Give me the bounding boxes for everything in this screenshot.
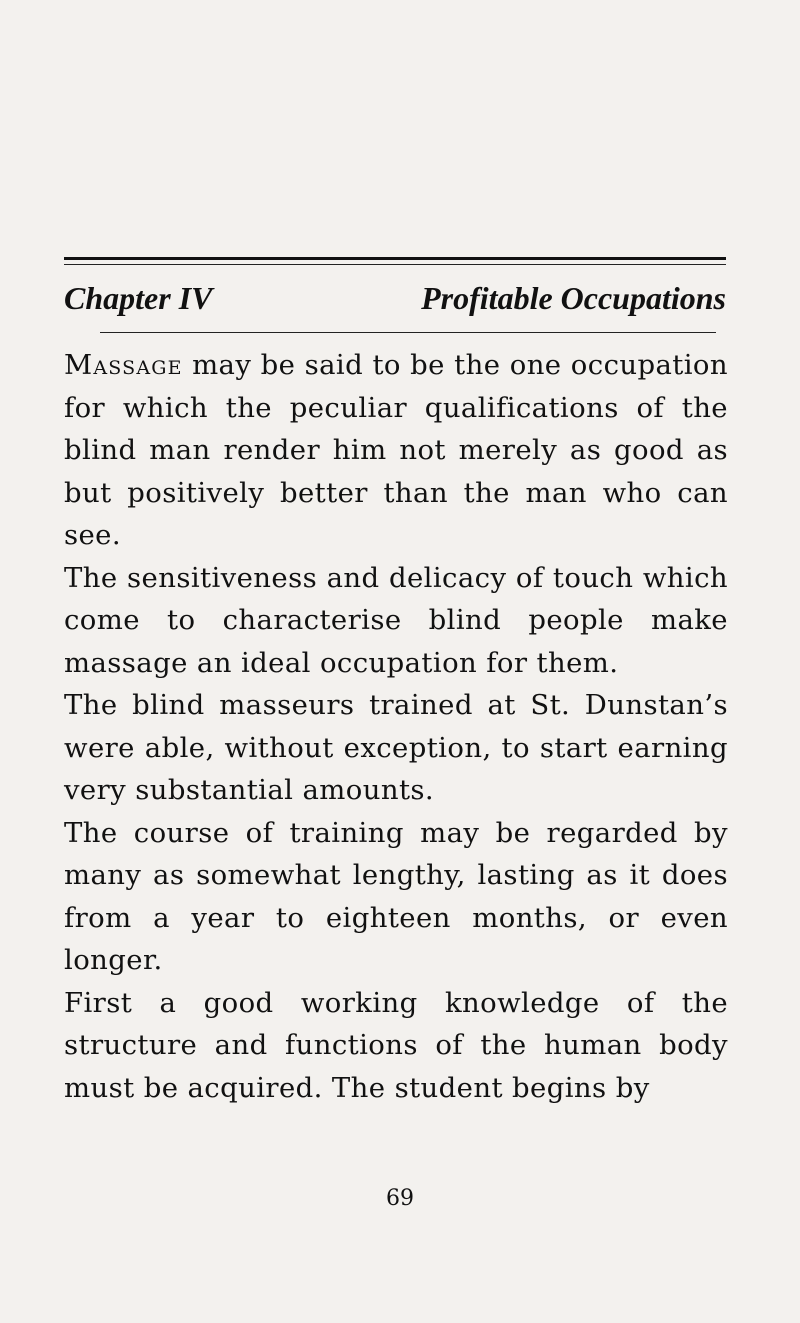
running-head xyxy=(64,278,726,318)
drop-lead-word: Massage xyxy=(64,349,183,381)
paragraph-4: The course of training may be regarded by many as somewhat lengthy, lasting as it does from a year to eighteen months, or even longer. xyxy=(64,816,728,976)
paragraph-1 xyxy=(64,344,728,557)
chapter-title: Profitable Occupations xyxy=(421,280,726,316)
chapter-label: Chapter IV xyxy=(64,280,213,316)
paragraph-1-text: may be said to be the one occupation for which the peculiar qualifications of the blind man render him not merely as good as but positively better than the man who can see. xyxy=(64,349,728,551)
paragraph-5: First a good working knowledge of the structure and functions of the human body must be acquired. The student begins by xyxy=(64,986,728,1104)
heading-underline-rule xyxy=(100,332,716,333)
header-rule-thin xyxy=(64,264,726,265)
paragraph-2: The sensitiveness and delicacy of touch which come to characterise blind people make massage an ideal occupation for them. xyxy=(64,561,728,679)
page-number: 69 xyxy=(386,1186,414,1211)
header-rule-thick xyxy=(64,257,726,260)
paragraph-3: The blind masseurs trained at St. Dunstan’s were able, without exception, to start earning very substantial amounts. xyxy=(64,689,728,806)
body-text xyxy=(64,344,728,1109)
